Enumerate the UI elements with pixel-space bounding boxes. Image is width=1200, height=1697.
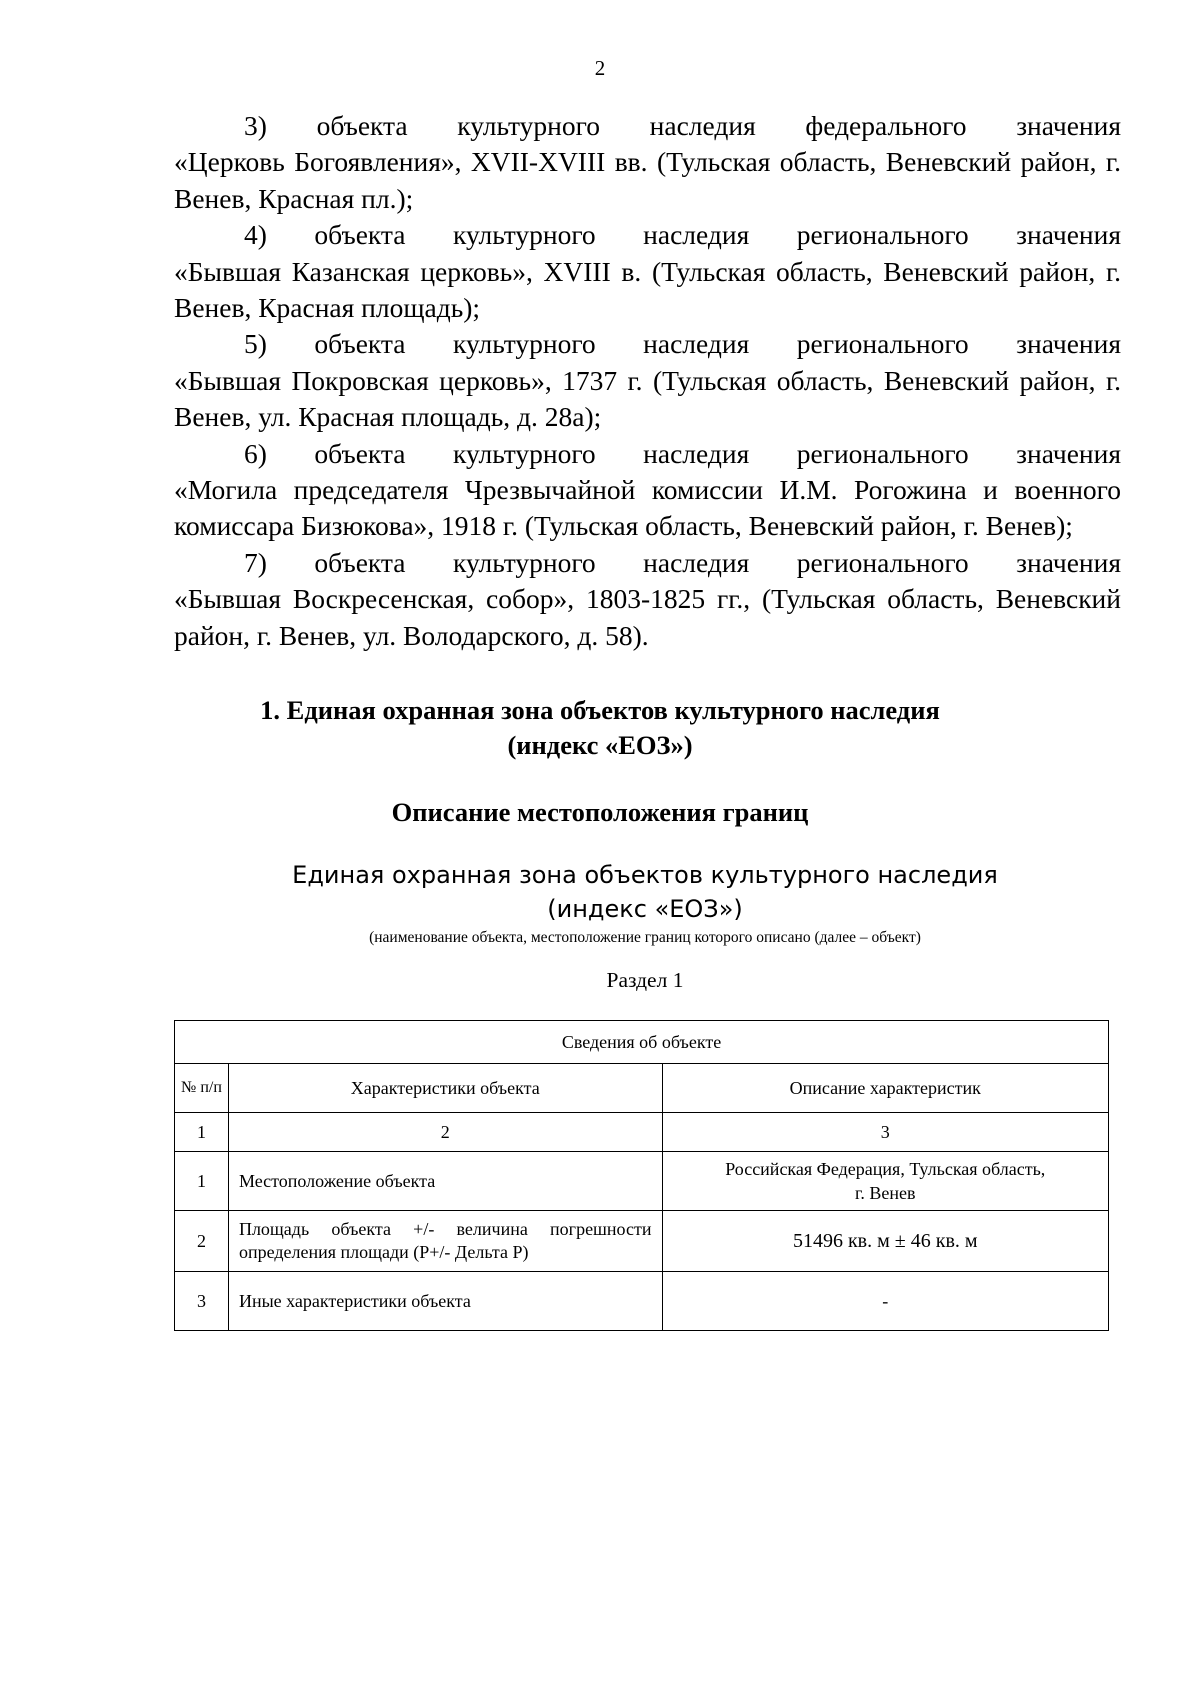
page-number: 2 [594,56,606,80]
row-characteristic: Местоположение объекта [228,1152,662,1211]
list-item-rest: «Церковь Богоявления», XVII-XVIII вв. (Тульская область, Веневский район, г. Венев, Красная пл.); [174,146,1121,214]
list-item-first-line: 5) объекта культурного наследия регионального значения [244,328,1121,360]
row-characteristic: Иные характеристики объекта [228,1272,662,1331]
list-item [174,436,1121,545]
list-item [174,545,1121,654]
row-num: 1 [175,1152,229,1211]
list-item [174,108,1121,217]
description-heading: Описание местоположения границ [391,797,809,827]
table-caption: Сведения об объекте [175,1021,1109,1064]
object-name-line2: (индекс «ЕОЗ») [547,895,743,923]
row-description: - [662,1272,1109,1331]
list-item-rest: «Бывшая Воскресенская, собор», 1803-1825 гг., (Тульская область, Веневский район, г. Венев, ул. Володарского, д. 58). [174,583,1121,651]
header-num: № п/п [175,1064,229,1113]
table-row [175,1272,1109,1331]
row-description [662,1152,1109,1211]
list-item-first-line: 3) объекта культурного наследия федерального значения [244,110,1121,141]
object-name [0,858,1200,926]
zone-heading-line2: (индекс «ЕОЗ») [507,730,693,760]
index-cell: 1 [175,1113,229,1152]
row-description-line2: г. Венев [855,1183,916,1203]
table-header-row [175,1064,1109,1113]
section-label: Раздел 1 [606,968,684,992]
object-list [174,108,1121,654]
object-name-line1: Единая охранная зона объектов культурного наследия [292,861,998,889]
table-caption-row [175,1021,1109,1064]
list-item-rest: «Бывшая Покровская церковь», 1737 г. (Тульская область, Веневский район, г. Венев, ул. Красная площадь, д. 28а); [174,364,1121,433]
list-item [174,326,1121,435]
list-item-first-line: 6) объекта культурного наследия регионального значения [244,437,1121,469]
list-item-first-line: 4) объекта культурного наследия регионального значения [244,219,1121,251]
header-characteristics: Характеристики объекта [228,1064,662,1113]
list-item-rest: «Бывшая Казанская церковь», XVIII в. (Тульская область, Веневский район, г. Венев, Красная площадь); [174,255,1121,324]
header-description: Описание характеристик [662,1064,1109,1113]
index-cell: 3 [662,1113,1109,1152]
index-cell: 2 [228,1113,662,1152]
row-description-line1: Российская Федерация, Тульская область, [725,1159,1046,1179]
object-caption: (наименование объекта, местоположение границ которого описано (далее – объект) [369,929,921,946]
zone-heading-line1: 1. Единая охранная зона объектов культурного наследия [260,695,940,725]
row-description: 51496 кв. м ± 46 кв. м [662,1211,1109,1272]
object-info-table [174,1020,1109,1331]
table-row [175,1211,1109,1272]
row-num: 2 [175,1211,229,1272]
list-item-first-line: 7) объекта культурного наследия регионального значения [244,546,1121,578]
list-item-rest: «Могила председателя Чрезвычайной комиссии И.М. Рогожина и военного комиссара Бизюкова», 1918 г. (Тульская область, Веневский район, г. Венев); [174,474,1121,542]
table-index-row [175,1113,1109,1152]
zone-heading [0,693,1200,763]
row-num: 3 [175,1272,229,1331]
table-row [175,1152,1109,1211]
list-item [174,217,1121,326]
row-characteristic: Площадь объекта +/- величина погрешности определения площади (P+/- Дельта P) [228,1211,662,1272]
